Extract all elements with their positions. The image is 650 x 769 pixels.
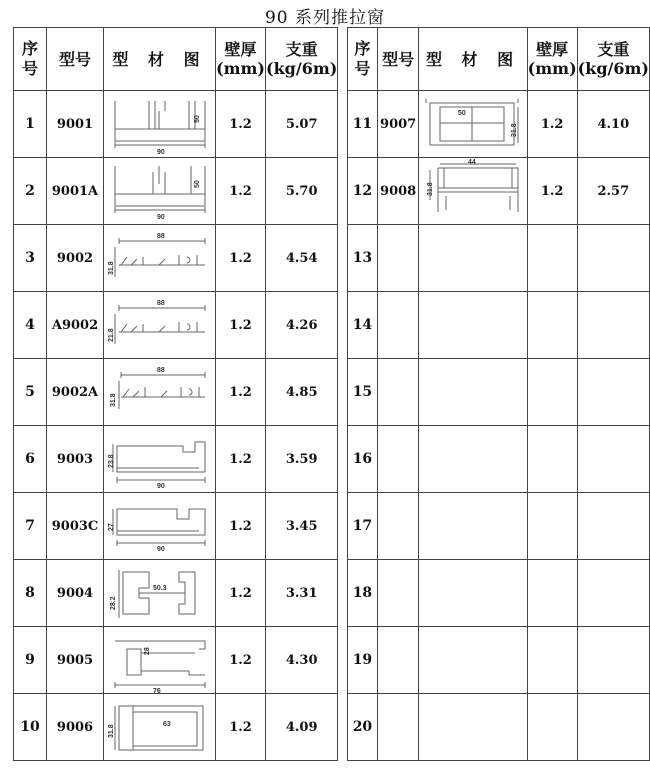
- row-thickness: 1.2: [527, 158, 577, 225]
- row-thickness: [527, 426, 577, 493]
- table-row: [14, 694, 338, 761]
- table-row: [14, 158, 338, 225]
- row-weight: [577, 292, 649, 359]
- profile-table-right: [347, 27, 650, 761]
- dimension-label: 23.8: [107, 454, 115, 468]
- header-weight: 支重 (kg/6m): [577, 28, 649, 91]
- table-row: [348, 91, 650, 158]
- profile-drawing: [422, 160, 524, 222]
- row-weight: [577, 225, 649, 292]
- dimension-label: 90: [156, 214, 165, 221]
- row-thickness: 1.2: [216, 493, 266, 560]
- profile-drawing: [109, 160, 211, 222]
- row-seq: 15: [348, 359, 378, 426]
- table-row: [348, 560, 650, 627]
- profile-cell: [104, 292, 216, 359]
- profile-drawing: [109, 93, 211, 155]
- row-weight: [577, 694, 649, 761]
- dimension-label: 27: [107, 523, 115, 531]
- profile-drawing: [109, 227, 211, 289]
- profile-cell: [104, 426, 216, 493]
- profile-cell: [104, 493, 216, 560]
- row-weight: [577, 493, 649, 560]
- row-model: [377, 359, 419, 426]
- table-row: [14, 493, 338, 560]
- row-weight: 2.57: [577, 158, 649, 225]
- profile-cell: [104, 225, 216, 292]
- row-model: [377, 560, 419, 627]
- row-weight: 4.85: [266, 359, 338, 426]
- row-weight: 4.26: [266, 292, 338, 359]
- row-model: 9002: [47, 225, 104, 292]
- dimension-label: 76: [152, 688, 161, 695]
- dimension-label: 31.8: [511, 123, 519, 137]
- row-model: 9001: [47, 91, 104, 158]
- row-seq: 17: [348, 493, 378, 560]
- row-weight: 5.07: [266, 91, 338, 158]
- row-thickness: 1.2: [216, 627, 266, 694]
- row-model: [377, 292, 419, 359]
- row-thickness: [527, 694, 577, 761]
- dimension-label: 31.8: [107, 724, 115, 738]
- row-model: [377, 426, 419, 493]
- table-row: [348, 426, 650, 493]
- row-model: 9002A: [47, 359, 104, 426]
- table-row: [14, 225, 338, 292]
- dimension-label: 88: [156, 367, 165, 374]
- row-model: 9005: [47, 627, 104, 694]
- row-weight: 3.31: [266, 560, 338, 627]
- dimension-label: 28: [143, 647, 151, 655]
- profile-cell: [419, 359, 527, 426]
- table-row: [14, 91, 338, 158]
- row-seq: 13: [348, 225, 378, 292]
- row-seq: 6: [14, 426, 47, 493]
- dimension-label: 50: [458, 110, 466, 117]
- row-model: 9003C: [47, 493, 104, 560]
- row-model: 9001A: [47, 158, 104, 225]
- dimension-label: 50.3: [152, 585, 167, 592]
- dimension-label: 31.8: [427, 182, 435, 196]
- table-row: [14, 426, 338, 493]
- table-row: [348, 158, 650, 225]
- dimension-label: 21.8: [107, 328, 115, 342]
- table-row: [348, 359, 650, 426]
- profile-cell: [419, 225, 527, 292]
- profile-drawing: [109, 696, 211, 758]
- dimension-label: 63: [162, 721, 171, 728]
- row-weight: 5.70: [266, 158, 338, 225]
- header-weight: 支重 (kg/6m): [266, 28, 338, 91]
- row-thickness: [527, 292, 577, 359]
- row-model: 9006: [47, 694, 104, 761]
- dimension-label: 50: [193, 115, 201, 123]
- row-thickness: [527, 560, 577, 627]
- table-header: [348, 28, 650, 91]
- dimension-label: 31.8: [109, 393, 117, 407]
- table-row: [14, 359, 338, 426]
- profile-cell: [419, 493, 527, 560]
- row-weight: 3.45: [266, 493, 338, 560]
- profile-cell: [104, 694, 216, 761]
- row-thickness: 1.2: [527, 91, 577, 158]
- row-seq: 2: [14, 158, 47, 225]
- profile-cell: [104, 91, 216, 158]
- row-seq: 1: [14, 91, 47, 158]
- profile-cell: [419, 694, 527, 761]
- row-model: [377, 694, 419, 761]
- table-row: [14, 292, 338, 359]
- row-model: [377, 493, 419, 560]
- row-seq: 5: [14, 359, 47, 426]
- row-weight: 4.30: [266, 627, 338, 694]
- header-model: 型号: [47, 28, 104, 91]
- row-thickness: 1.2: [216, 560, 266, 627]
- dimension-label: 50: [193, 180, 201, 188]
- row-seq: 19: [348, 627, 378, 694]
- row-model: A9002: [47, 292, 104, 359]
- profile-cell: [419, 158, 527, 225]
- row-seq: 11: [348, 91, 378, 158]
- row-model: [377, 225, 419, 292]
- row-model: 9008: [377, 158, 419, 225]
- dimension-label: 90: [156, 149, 165, 156]
- row-thickness: 1.2: [216, 158, 266, 225]
- row-seq: 3: [14, 225, 47, 292]
- row-model: 9004: [47, 560, 104, 627]
- row-thickness: [527, 359, 577, 426]
- row-seq: 4: [14, 292, 47, 359]
- header-thickness: 壁厚 (mm): [216, 28, 266, 91]
- row-seq: 10: [14, 694, 47, 761]
- row-seq: 18: [348, 560, 378, 627]
- profile-cell: [419, 560, 527, 627]
- profile-cell: [104, 627, 216, 694]
- profile-cell: [104, 158, 216, 225]
- row-seq: 14: [348, 292, 378, 359]
- row-model: [377, 627, 419, 694]
- row-thickness: 1.2: [216, 292, 266, 359]
- header-profile: 型 材 图: [419, 28, 527, 91]
- row-thickness: 1.2: [216, 225, 266, 292]
- header-seq: 序号: [348, 28, 378, 91]
- table-row: [348, 493, 650, 560]
- table-header: [14, 28, 338, 91]
- row-weight: [577, 359, 649, 426]
- row-weight: [577, 627, 649, 694]
- profile-drawing: [109, 562, 211, 624]
- row-thickness: 1.2: [216, 694, 266, 761]
- dimension-label: 88: [156, 233, 165, 240]
- profile-cell: [419, 627, 527, 694]
- page-title: 90 系列推拉窗: [264, 8, 386, 28]
- row-thickness: [527, 493, 577, 560]
- profile-drawing: [109, 428, 211, 490]
- profile-cell: [419, 426, 527, 493]
- header-model: 型号: [377, 28, 419, 91]
- dimension-label: 31.8: [107, 261, 115, 275]
- row-weight: 3.59: [266, 426, 338, 493]
- header-seq: 序号: [14, 28, 47, 91]
- row-weight: [577, 426, 649, 493]
- profile-cell: [104, 359, 216, 426]
- header-thickness: 壁厚 (mm): [527, 28, 577, 91]
- row-seq: 12: [348, 158, 378, 225]
- row-thickness: 1.2: [216, 359, 266, 426]
- dimension-label: 28.2: [109, 596, 117, 610]
- table-row: [348, 292, 650, 359]
- dimension-label: 88: [156, 300, 165, 307]
- row-seq: 8: [14, 560, 47, 627]
- profile-drawing: [109, 629, 211, 695]
- row-weight: 4.54: [266, 225, 338, 292]
- profile-cell: [104, 560, 216, 627]
- table-row: [14, 627, 338, 694]
- row-weight: 4.09: [266, 694, 338, 761]
- row-seq: 16: [348, 426, 378, 493]
- profile-drawing: [109, 294, 211, 356]
- row-thickness: 1.2: [216, 426, 266, 493]
- row-thickness: [527, 627, 577, 694]
- profile-drawing: [109, 361, 211, 423]
- table-row: [348, 225, 650, 292]
- dimension-label: 44: [468, 159, 476, 166]
- row-seq: 20: [348, 694, 378, 761]
- row-seq: 7: [14, 493, 47, 560]
- profile-cell: [419, 91, 527, 158]
- table-row: [348, 627, 650, 694]
- profile-drawing: [422, 93, 524, 155]
- row-model: 9007: [377, 91, 419, 158]
- table-row: [348, 694, 650, 761]
- profile-cell: [419, 292, 527, 359]
- dimension-label: 90: [156, 483, 165, 490]
- dimension-label: 90: [156, 546, 165, 553]
- row-thickness: [527, 225, 577, 292]
- row-thickness: 1.2: [216, 91, 266, 158]
- row-weight: 4.10: [577, 91, 649, 158]
- profile-table-left: [13, 27, 338, 761]
- profile-drawing: [109, 495, 211, 557]
- row-model: 9003: [47, 426, 104, 493]
- row-seq: 9: [14, 627, 47, 694]
- row-weight: [577, 560, 649, 627]
- table-row: [14, 560, 338, 627]
- header-profile: 型 材 图: [104, 28, 216, 91]
